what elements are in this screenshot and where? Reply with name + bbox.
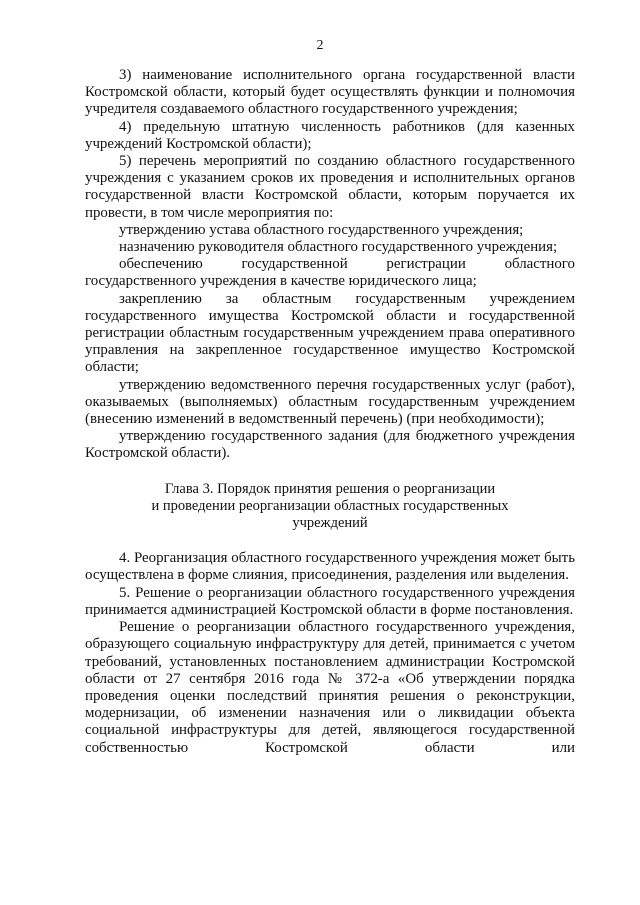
paragraph-item-4: 4) предельную штатную численность работников (для казенных учреждений Костромской области); <box>85 118 575 152</box>
measure-services-list: утверждению ведомственного перечня государственных услуг (работ), оказываемых (выполняемых) областным государственным учреждением (внесению изменений в ведомственный перечень) (при необходимости); <box>85 376 575 428</box>
clause-5: 5. Решение о реорганизации областного государственного учреждения принимается администрацией Костромской области в форме постановления. <box>85 584 575 618</box>
measure-director: назначению руководителя областного государственного учреждения; <box>119 239 558 256</box>
chapter-heading-line-3: учреждений <box>292 515 368 532</box>
page-number: 2 <box>316 38 324 53</box>
chapter-heading <box>85 481 575 533</box>
clause-5-social-infrastructure: Решение о реорганизации областного государственного учреждения, образующего социальную инфраструктуру для детей, принимается с учетом требований, установленных постановлением администрации Костромской области от 27 сентября 2016 года № 372-а «Об утверждении порядка проведения оценки последствий принятия решения о реконструкции, модернизации, об изменении назначения или о ликвидации объекта социальной инфраструктуры для детей, являющегося государственной собственностью Костромской области или <box>85 619 575 756</box>
measure-charter: утверждению устава областного государственного учреждения; <box>119 221 524 238</box>
measure-state-task: утверждению государственного задания (для бюджетного учреждения Костромской области). <box>85 428 575 462</box>
chapter-heading-line-2: и проведении реорганизации областных государственных <box>151 497 509 514</box>
measure-property: закреплению за областным государственным учреждением государственного имущества Костромской области и государственной регистрации областным государственным учреждением права оперативного управления на закрепленное государственное имущество Костромской области; <box>85 290 575 376</box>
document-body <box>85 67 575 757</box>
clause-4: 4. Реорганизация областного государственного учреждения может быть осуществлена в форме слияния, присоединения, разделения или выделения. <box>85 550 575 584</box>
measure-registration: обеспечению государственной регистрации областного государственного учреждения в качестве юридического лица; <box>85 256 575 290</box>
paragraph-item-3: 3) наименование исполнительного органа государственной власти Костромской области, который будет осуществлять функции и полномочия учредителя создаваемого областного государственного учреждения; <box>85 67 575 118</box>
paragraph-item-5: 5) перечень мероприятий по созданию областного государственного учреждения с указанием сроков их проведения и исполнительных органов государственной власти Костромской области, которым поручается их провести, в том числе мероприятия по: <box>85 153 575 221</box>
chapter-heading-line-1: Глава 3. Порядок принятия решения о реорганизации <box>164 480 496 497</box>
